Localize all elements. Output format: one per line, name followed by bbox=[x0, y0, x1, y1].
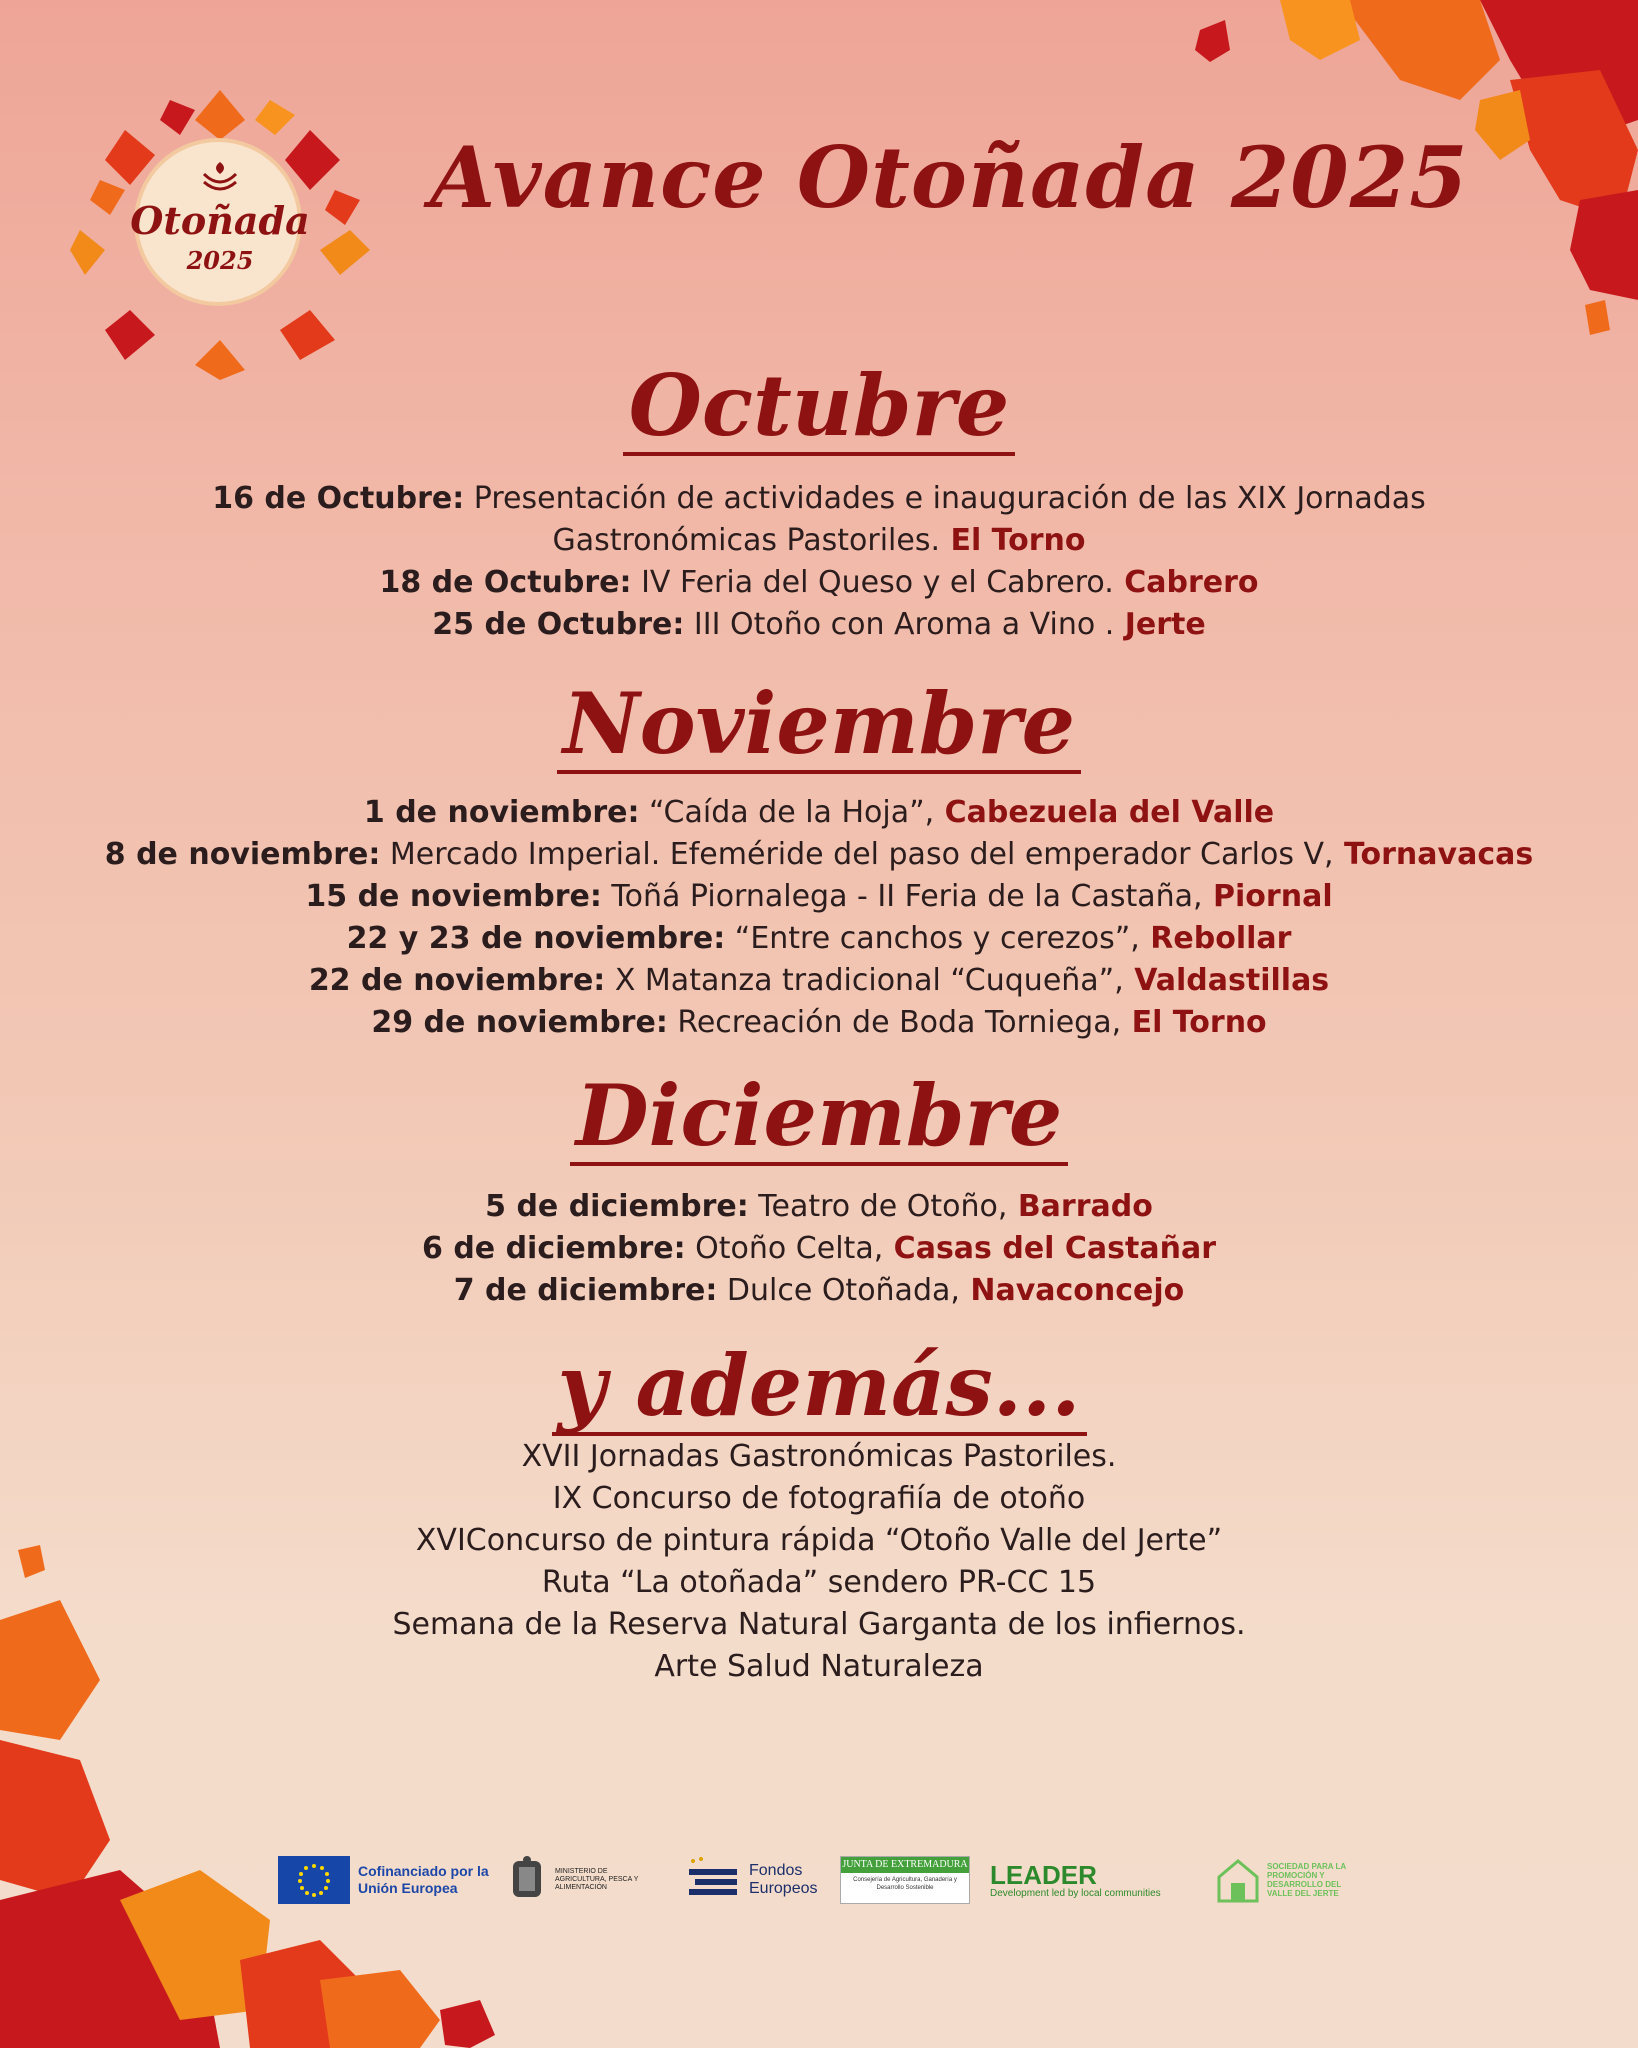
event-item: 22 y 23 de noviembre: “Entre canchos y cerezos”, Rebollar bbox=[346, 921, 1292, 956]
event-item: 8 de noviembre: Mercado Imperial. Efeméride del paso del emperador Carlos V, Tornavacas bbox=[104, 837, 1534, 872]
junta-subtitle: Consejería de Agricultura, Ganadería y Desarrollo Sostenible bbox=[853, 1877, 957, 1891]
extras-list bbox=[80, 1436, 1558, 1688]
event-item: 22 de noviembre: X Matanza tradicional “Cuqueña”, Valdastillas bbox=[308, 963, 1330, 998]
list-item: XVII Jornadas Gastronómicas Pastoriles. bbox=[521, 1439, 1117, 1474]
event-item: 5 de diciembre: Teatro de Otoño, Barrado bbox=[485, 1189, 1153, 1224]
leader-title: LEADER bbox=[990, 1859, 1097, 1890]
leader-subtitle: Development led by local communities bbox=[990, 1887, 1161, 1899]
fondos-europeos-icon bbox=[685, 1855, 741, 1905]
event-item: 7 de diciembre: Dulce Otoñada, Navaconcejo bbox=[453, 1273, 1185, 1308]
heading-octubre: Octubre bbox=[0, 360, 1638, 456]
sociedad-text: SOCIEDAD PARA LA PROMOCIÓN Y DESARROLLO DEL VALLE DEL JERTE bbox=[1267, 1862, 1346, 1898]
eu-logo bbox=[278, 1850, 498, 1910]
page-title: Avance Otoñada 2025 bbox=[430, 128, 1469, 227]
house-icon bbox=[1215, 1855, 1261, 1905]
event-item: 1 de noviembre: “Caída de la Hoja”, Cabezuela del Valle bbox=[363, 795, 1275, 830]
heading-noviembre: Noviembre bbox=[0, 678, 1638, 774]
event-item-continued: Gastronómicas Pastoriles. El Torno bbox=[552, 523, 1086, 558]
logo-symbol-icon bbox=[200, 160, 240, 194]
ministerio-text: MINISTERIO DE AGRICULTURA, PESCA Y ALIMENTACIÓN bbox=[555, 1868, 639, 1891]
event-item: 25 de Octubre: III Otoño con Aroma a Vino . Jerte bbox=[432, 607, 1206, 642]
logo-title: Otoñada bbox=[130, 198, 310, 243]
eu-flag-icon bbox=[278, 1856, 350, 1904]
heading-ademas: y además... bbox=[0, 1340, 1638, 1436]
leader-logo bbox=[990, 1850, 1161, 1910]
eu-text: Cofinanciado por la Unión Europea bbox=[358, 1863, 489, 1896]
otonada-logo-badge bbox=[70, 80, 370, 380]
events-diciembre bbox=[80, 1186, 1558, 1312]
list-item: Semana de la Reserva Natural Garganta de los infiernos. bbox=[392, 1607, 1246, 1642]
event-item: 15 de noviembre: Toñá Piornalega - II Feria de la Castaña, Piornal bbox=[305, 879, 1333, 914]
logo-year: 2025 bbox=[186, 246, 254, 275]
list-item: IX Concurso de fotografiía de otoño bbox=[552, 1481, 1086, 1516]
events-noviembre bbox=[80, 792, 1558, 1044]
list-item: Arte Salud Naturaleza bbox=[654, 1649, 984, 1684]
sponsor-logos bbox=[270, 1850, 1390, 1920]
fondos-europeos-logo bbox=[685, 1850, 829, 1910]
heading-diciembre: Diciembre bbox=[0, 1070, 1638, 1166]
list-item: Ruta “La otoñada” sendero PR-CC 15 bbox=[541, 1565, 1097, 1600]
spain-coat-of-arms-icon bbox=[505, 1855, 549, 1905]
events-octubre bbox=[80, 478, 1558, 646]
event-item: 29 de noviembre: Recreación de Boda Torniega, El Torno bbox=[371, 1005, 1267, 1040]
junta-title: JUNTA DE EXTREMADURA bbox=[841, 1857, 969, 1873]
junta-extremadura-logo bbox=[840, 1850, 970, 1910]
ministerio-logo bbox=[505, 1850, 655, 1910]
event-item: 18 de Octubre: IV Feria del Queso y el Cabrero. Cabrero bbox=[379, 565, 1259, 600]
fondos-text: Fondos Europeos bbox=[749, 1862, 818, 1897]
sociedad-valle-jerte-logo bbox=[1215, 1850, 1363, 1910]
event-item: 6 de diciembre: Otoño Celta, Casas del Castañar bbox=[422, 1231, 1216, 1266]
list-item: XVIConcurso de pintura rápida “Otoño Valle del Jerte” bbox=[415, 1523, 1223, 1558]
event-item: 16 de Octubre: Presentación de actividades e inauguración de las XIX Jornadas bbox=[212, 481, 1426, 516]
